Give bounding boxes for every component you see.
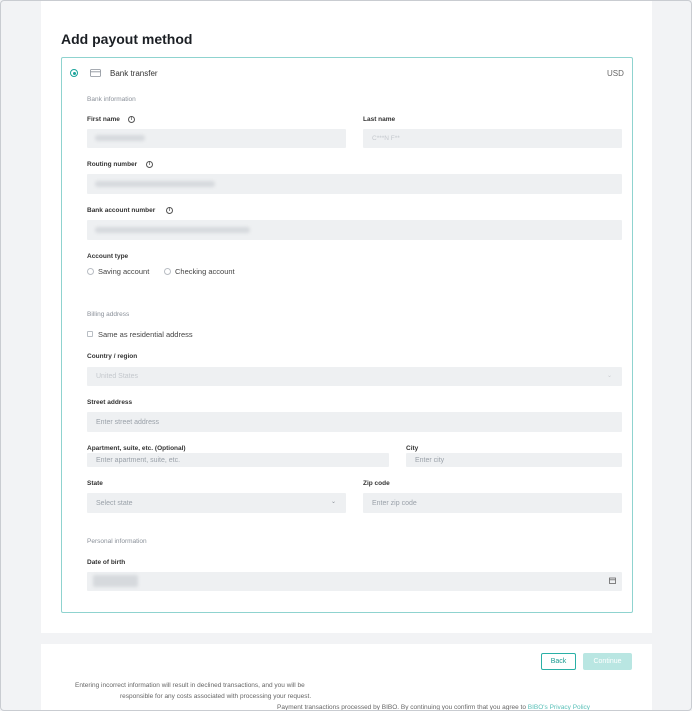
redacted-value <box>95 135 145 141</box>
routing-number-field[interactable] <box>87 174 622 194</box>
country-select[interactable] <box>87 367 622 386</box>
bank-info-heading: Bank information <box>87 96 136 103</box>
same-address-checkbox[interactable] <box>87 331 93 337</box>
personal-info-heading: Personal information <box>87 538 147 545</box>
routing-number-label: Routing number <box>87 161 138 168</box>
account-type-label: Account type <box>87 253 129 260</box>
disclaimer-line-3 <box>277 704 590 711</box>
zip-code-input[interactable] <box>363 493 622 513</box>
zip-code-label: Zip code <box>363 480 390 487</box>
zip-code-placeholder: Enter zip code <box>372 499 417 507</box>
dob-label: Date of birth <box>87 559 126 566</box>
bank-card-icon <box>90 69 101 77</box>
city-input[interactable] <box>406 453 622 467</box>
street-address-input[interactable] <box>87 412 622 432</box>
street-address-label: Street address <box>87 399 133 406</box>
info-icon[interactable]: i <box>128 116 135 123</box>
same-address-label: Same as residential address <box>98 330 193 339</box>
state-label: State <box>87 480 103 487</box>
disclaimer-line-1: Entering incorrect information will result in declined transactions, and you will be <box>75 682 305 689</box>
billing-address-heading: Billing address <box>87 311 130 318</box>
redacted-value <box>95 227 250 233</box>
account-number-field[interactable] <box>87 220 622 240</box>
continue-button[interactable]: Continue <box>583 653 632 670</box>
last-name-label: Last name <box>363 116 396 123</box>
info-icon[interactable]: i <box>146 161 153 168</box>
first-name-label: First name <box>87 116 120 123</box>
redacted-value <box>95 181 215 187</box>
country-label: Country / region <box>87 353 138 360</box>
disclaimer-text: Payment transactions processed by BIBO. By continuing you confirm that you agree to <box>277 704 526 711</box>
state-placeholder: Select state <box>96 499 133 507</box>
calendar-icon[interactable] <box>609 577 616 584</box>
back-button[interactable]: Back <box>541 653 576 670</box>
privacy-policy-link[interactable]: BIBO's Privacy Policy <box>527 704 591 711</box>
account-number-label: Bank account number <box>87 207 156 214</box>
info-icon[interactable]: i <box>166 207 173 214</box>
chevron-down-icon: ⌄ <box>331 499 337 505</box>
method-label: Bank transfer <box>110 69 158 78</box>
redacted-value <box>93 575 138 587</box>
apartment-label: Apartment, suite, etc. (Optional) <box>87 445 186 452</box>
street-address-placeholder: Enter street address <box>96 418 160 426</box>
apartment-input[interactable] <box>87 453 389 467</box>
city-label: City <box>406 445 419 452</box>
city-placeholder: Enter city <box>415 456 445 464</box>
page-title: Add payout method <box>61 31 193 47</box>
method-radio[interactable] <box>70 69 78 77</box>
checking-account-radio[interactable] <box>164 268 171 275</box>
first-name-field[interactable] <box>87 129 346 148</box>
apartment-placeholder: Enter apartment, suite, etc. <box>96 456 181 464</box>
checking-account-label: Checking account <box>175 267 235 276</box>
last-name-field[interactable] <box>363 129 622 148</box>
dob-input[interactable] <box>87 572 622 591</box>
disclaimer-line-2: responsible for any costs associated with processing your request. <box>120 693 312 700</box>
state-select[interactable] <box>87 493 346 513</box>
country-value: United States <box>96 373 139 380</box>
last-name-value: C***N F** <box>372 135 400 142</box>
chevron-down-icon: ⌄ <box>607 373 613 379</box>
saving-account-label: Saving account <box>98 267 150 276</box>
currency-label: USD <box>607 69 624 78</box>
saving-account-radio[interactable] <box>87 268 94 275</box>
